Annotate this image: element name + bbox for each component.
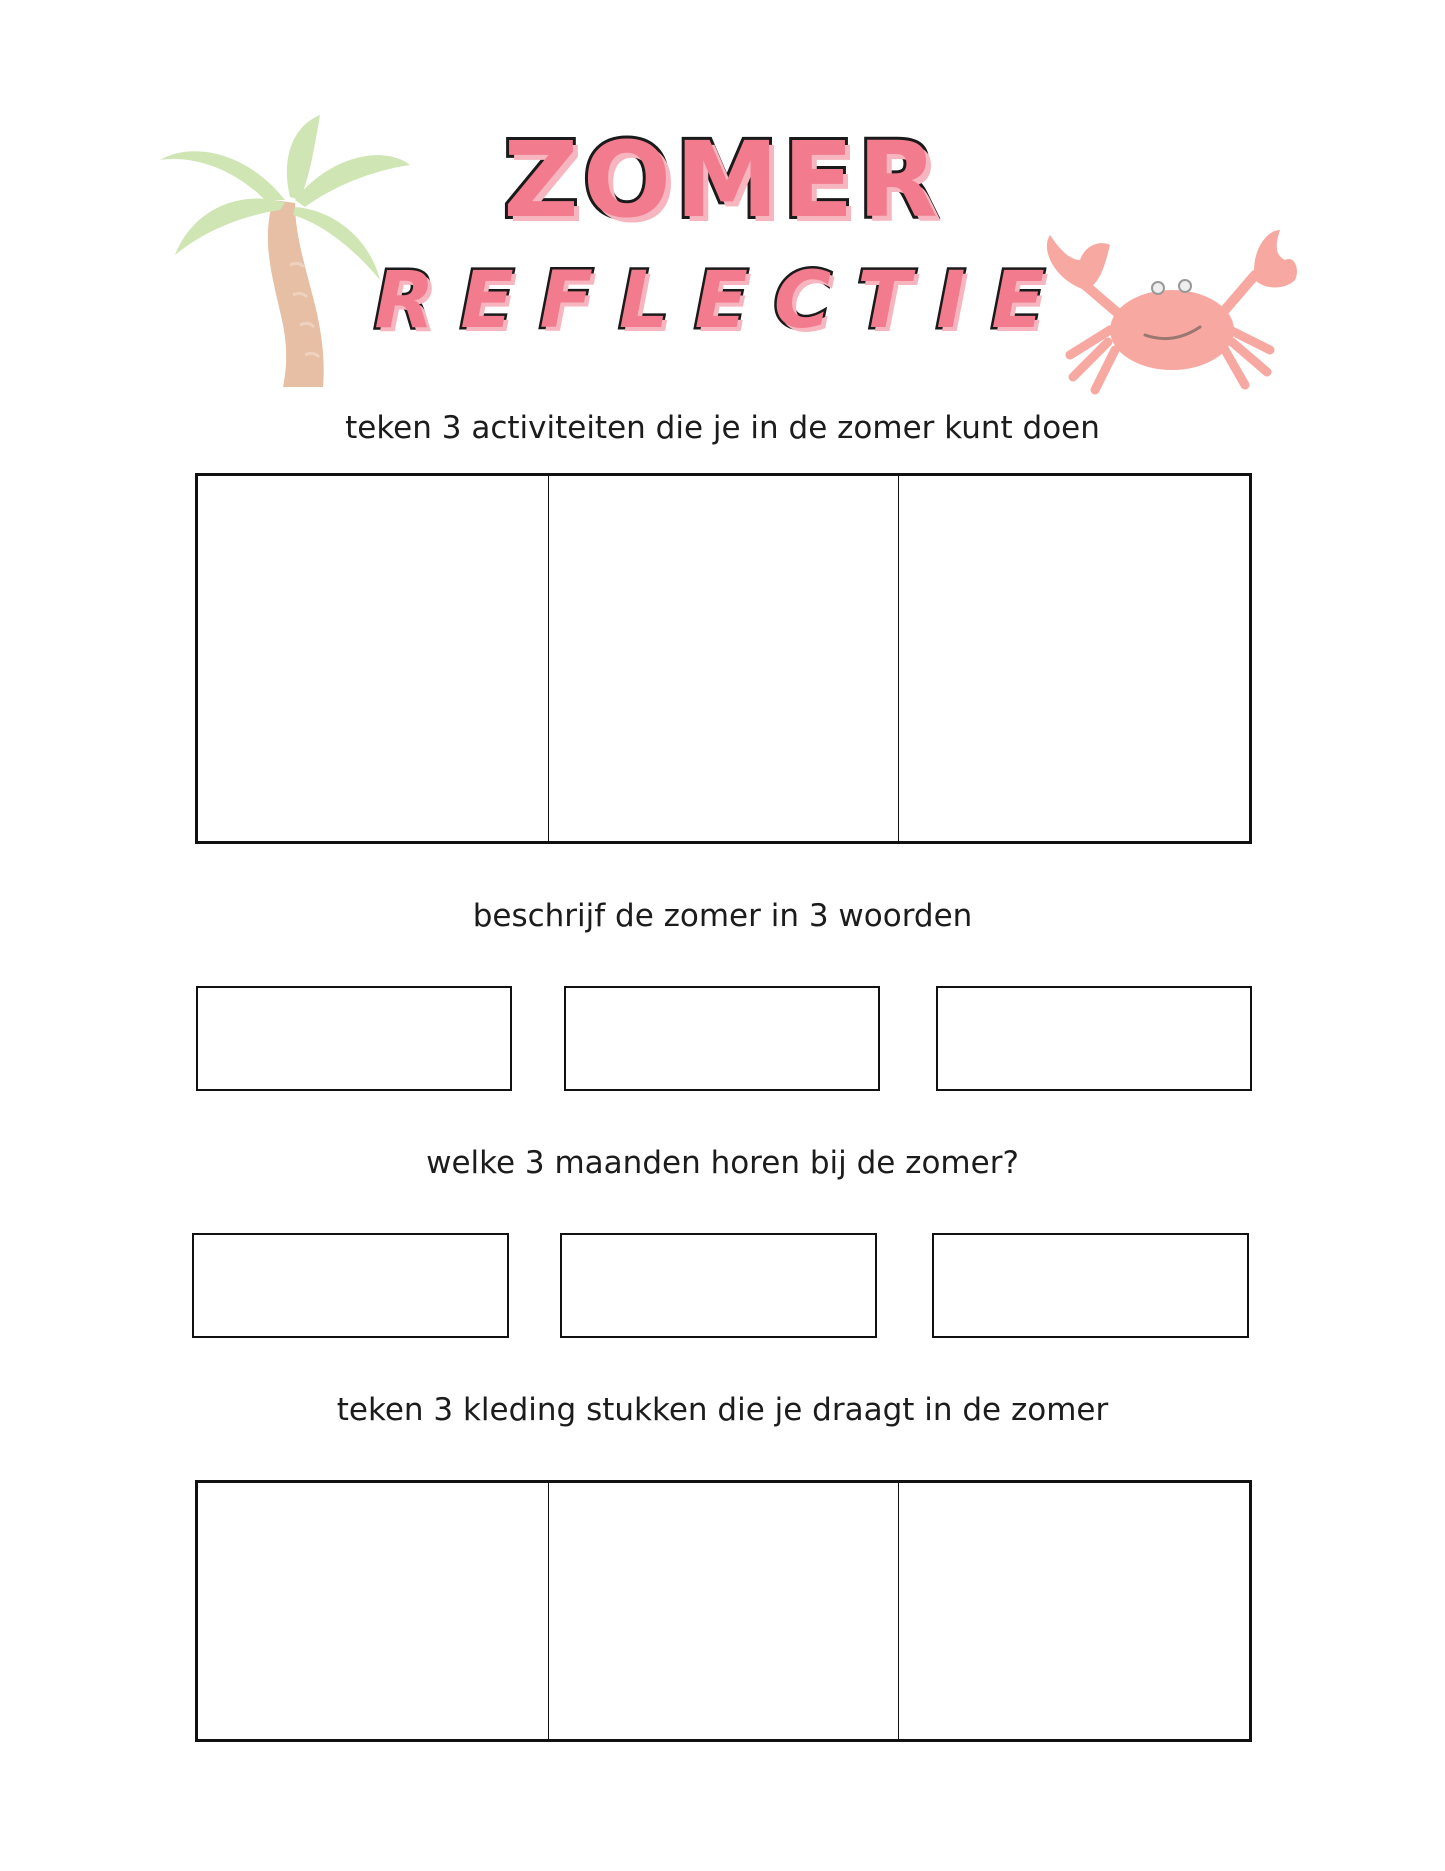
prompt-months: welke 3 maanden horen bij de zomer? xyxy=(426,1145,1019,1181)
title-reflectie: REFLECTIE xyxy=(374,256,1071,346)
prompt-words: beschrijf de zomer in 3 woorden xyxy=(472,898,973,934)
activities-drawing-area[interactable] xyxy=(195,473,1252,844)
month-box-2[interactable] xyxy=(560,1233,877,1338)
drawing-cell-1[interactable] xyxy=(198,476,549,841)
prompt-clothing: teken 3 kleding stukken die je draagt in de zomer xyxy=(336,1392,1109,1428)
month-box-1[interactable] xyxy=(192,1233,509,1338)
drawing-cell-4[interactable] xyxy=(198,1483,549,1739)
drawing-cell-2[interactable] xyxy=(549,476,900,841)
title-zomer: ZOMER xyxy=(503,119,942,241)
clothing-drawing-area[interactable] xyxy=(195,1480,1252,1742)
word-box-1[interactable] xyxy=(196,986,512,1091)
prompt-activities: teken 3 activiteiten die je in de zomer kunt doen xyxy=(345,410,1100,446)
word-box-3[interactable] xyxy=(936,986,1252,1091)
drawing-cell-6[interactable] xyxy=(899,1483,1249,1739)
word-box-2[interactable] xyxy=(564,986,880,1091)
drawing-cell-3[interactable] xyxy=(899,476,1249,841)
drawing-cell-5[interactable] xyxy=(549,1483,900,1739)
month-box-3[interactable] xyxy=(932,1233,1249,1338)
